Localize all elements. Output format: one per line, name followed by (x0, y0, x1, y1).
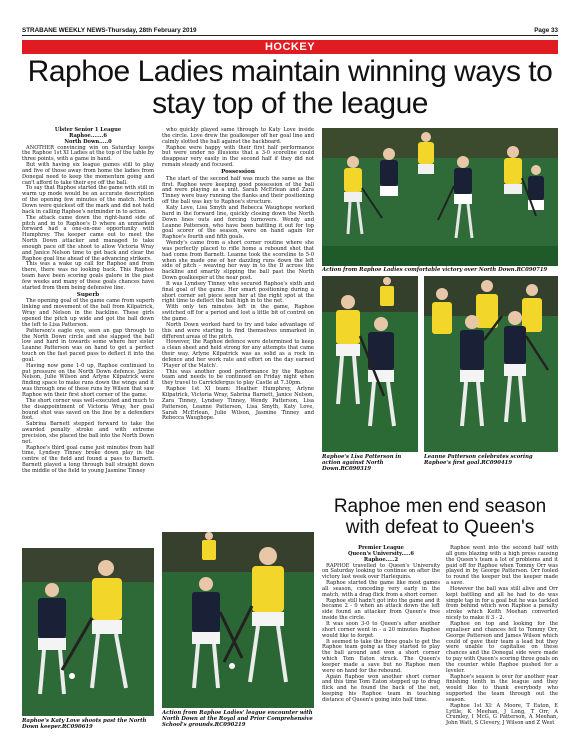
paragraph: Raphoe went into the second half with all guns blazing with a high press causing the Queen's team a lot of problems and it paid off for Raphoe when Tommy Orr was played in by George Patterson. Orr fooled to round the keeper but the keeper made a save. (446, 545, 558, 587)
section-banner: HOCKEY (22, 40, 558, 54)
league-name: Premier League (358, 545, 404, 551)
paragraph: Raphoe 1st XI: A Moore, T Eaton, E Lyttle, K Meehan, J Long, T Orr, A Crumley, I McG, G Patterson, A Meehan, John Watt, S Clevery, J Wilson and Z West (446, 702, 558, 727)
paragraph: But with having six league games still to play and five of those away from home the ladies from Donegal need to keep the momentum going and can't afford to take their eye off the ball. (22, 162, 154, 186)
photo-caption: Raphoe's Katy Love shoots past the North Down keeper.RC090619 (22, 718, 147, 730)
paragraph: Raphoe 1st XI team: Heather Humphrey, Arlyne Kilpatrick, Victoria Wray, Sabrina Barnett, Janice Nelson, Zara Tinney, Lyndsey Tinney, Wendy Patterson, Lisa Patterson, Leanne Patterson, Lisa Smyth, Katy Love, Sarah McErlean, Julie Wilson, Jasmine Tinney and Rebecca Waughope. (162, 386, 314, 422)
paragraph: Katy Love, Lisa Smyth and Rebecca Waughope worked hard in the forward line, quickly closing down the North Down lines outs and forcing turnovers. Wendy and Leanne Patterson, who have been battling it out for top goal scorer of the season, were on hand again for Raphoe's fourth and fifth goals. (162, 204, 314, 241)
paragraph: Raphoe's season is over for another year finishing tenth in the league and they would like to thank everybody who supported the team through out the season. (446, 673, 558, 703)
paragraph: The short corner was well-executed and much to the disappointment of Victoria Wray, her goal bound shot was saved on the line by a defenders foot. (22, 397, 154, 422)
subheading: Superb (76, 291, 100, 298)
paragraph: Having now gone 1-0 up, Raphoe continued to put pressure on the North Down defence. Janice Nelson, Julie Wilson and Arlyne Kilpatrick were finding space to make runs down the wings and it was through one of these runs by Wilson that saw Raphoe win their first short corner of the game. (22, 362, 154, 398)
paragraph: ANOTHER convincing win on Saturday keeps the Raphoe 1st XI Ladies at the top of the table by three points, with a game in hand. (22, 144, 154, 163)
paragraph: Raphoe started the game like most games all season, conceding very early in the match, with a drag flick from a short corner. (322, 580, 440, 598)
photo-caption: Action from Raphoe Ladies comfortable victory over North Down.RC090719 (322, 267, 548, 273)
photo-league-encounter (162, 532, 314, 708)
paragraph: The attack came down the right-hand side of pitch and in to Raphoe's D where an unmarked forward had a one-on-one opportunity with Humphrey. The keeper came out to meet the North Down attacker and managed to take enough pace off the shoot to allow Victoria Wray and Janice Nelson time to get back and clear the Raphoe goal line ahead of the advancing strikers. (22, 214, 154, 262)
paragraph: It seemed to take the three goals to get the Raphoe team going as they started to play the ball around and won a short corner which Tom Eaton struck. The Queen's keeper made a save but no Raphoe men were on hand for the rebound. (322, 638, 440, 674)
paragraph: However, the Raphoe defence were determined to keep a clean sheet and held strong for any attempts that came their way. Arlyne Kilpatrick was as solid as a rock in defence and her work rate and effort on the day earned 'Player of the Match'. (162, 339, 314, 369)
paragraph: This was another good performance by the Raphoe team and needs to be continued on Friday night when they travel to Carrickfergus to play Castle at 7.30pm. (162, 368, 314, 387)
paragraph: Again Raphoe won another short corner and this time Tom Eaton stepped up to drag flick and he found the back of the net, keeping his Raphoe team in touching distance of Queen's going into half time. (322, 673, 440, 703)
paragraph: With only ten minutes left in the game, Raphoe switched off for a period and lost a little bit of control on the game. (162, 304, 314, 322)
photo-caption: Leanne Patterson celebrates scoring Raphoe's first goal.RC090419 (424, 454, 533, 466)
paragraph: who quickly played same through to Katy Love inside the circle. Love drew the goalkeeper off her goal line and calmly slotted the ball against the backboard. (162, 127, 314, 145)
paragraph: North Down worked hard to try and take advantage of this and were starting to find themselves unmarked in different areas of the pitch. (162, 321, 314, 340)
paragraph: It was soon 3-0 to Queen's after another short corner went in - a 20 minutes Raphoe would like to forget. (322, 620, 440, 639)
paragraph: The start of the second half was much the same as the first. Raphoe were keeping good possession of the ball and were playing as a unit. Sarah McErlean and Zara Tinney were busy running the flanks and their positioning off the ball was key to Raphoe's structure. (162, 175, 314, 206)
men-headline: Raphoe men end season with defeat to Queen's (333, 496, 547, 538)
paragraph: The opening goal of the game came from superb linking and movement of the ball from Kilpatrick, Wray and Nelson in the backline. These girls opened the pitch up wide and got the ball down the left to Lisa Patterson. (22, 298, 154, 328)
paragraph: Raphoe on top and looking for the equaliser and chances fell to Tommy Orr, George Patterson and James Wilson which could of gave their team a lead but they were unable to capitalise on these chances and the Donegal side were made to pay with Queen's scoring three goals on the counter while Raphoe pushed for a leveler. (446, 620, 558, 674)
paragraph: RAPHOE travelled to Queen's University on Saturday looking to continue on after the victory last week over Harlequins. (322, 562, 440, 581)
newspaper-date: STRABANE WEEKLY NEWS-Thursday, 28th February 2019 (22, 27, 197, 34)
page-number: Page 33 (534, 27, 558, 34)
paragraph: It was Lyndsey Tinney who secured Raphoe's sixth and final goal of the game. Her smart positioning during a short corner set piece seen her at the right spot at the right time to deflect the ball high in to the net. (162, 280, 314, 305)
paragraph: Raphoe's third goal came just minutes from half time, Lyndsey Tinney broke down play in the centre of the field and found a pass to Barnett. Barnett played a long through ball straight down the middle of the field to young Jasmine Tinney (22, 444, 154, 474)
away-score: North Down.....0 (64, 138, 112, 145)
paragraph: This was a wake up call for Raphoe and from there, there was no looking back. This Raphoe team have been scoring goals galore in the past few weeks and many of these goals chances have started from them being defensive line. (22, 261, 154, 291)
main-headline: Raphoe Ladies maintain winning ways to stay top of the league (27, 55, 553, 120)
home-score: Raphoe.......6 (69, 132, 107, 139)
paragraph: Raphoe still hadn't got into the game and it became 2 - 0 when an attack down the left side found an attacker from Queen's free inside the circle. (322, 597, 440, 622)
paragraph: However the ball was still alive and Orr kept battling and all he had to do was simple tap in for a goal but he was tackled from behind which won Raphoe a penalty stroke which Keith Meehan converted nicely to make it 3 - 2. (446, 585, 558, 622)
subheading: Possession (221, 168, 255, 175)
paragraph: Wendy's came from a short corner routine where she was perfectly placed to rifle home a rebound shot that had come from Barnett. Leanne took the scoreline to 5-0 when she made one of her dazzling runs down the left side of pitch - weaving her way in to the D across the backline and smartly slipping the ball past the North Down goalkeeper at the near post. (162, 240, 314, 282)
photo-caption: Raphoe's Lisa Patterson in action against North Down.RC090319 (322, 454, 402, 472)
photo-katy-love (22, 548, 154, 716)
paragraph: Patterson's eagle eye, seen an gap through to the North Down circle and she slapped the ball low and hard in towards some where her sister Leanne Patterson was on hand to get a perfect touch on the fast paced pass to deflect it into the goal. (22, 327, 154, 363)
photo-leanne-celebrates (424, 276, 558, 452)
page-header (22, 24, 558, 36)
photo-caption: Action from Raphoe Ladies' league encounter with North Down at the Royal and Prior Comprehensive School's grounds.RC090219 (162, 710, 313, 728)
ladies-column-2 (162, 128, 314, 528)
men-column-1 (322, 546, 440, 732)
away-score: Raphoe.....2 (363, 556, 399, 563)
paragraph: To say that Raphoe started the game with still in warm up mode would be an accurate description of the opening few minutes of the match. North Down were quickest off the mark and did not hold back in calling Raphoe's netminder in to action. (22, 185, 154, 215)
paragraph: Raphoe were happy with their first half performance but were under no illusions that a 3-0 scoreline could disappear very easily in the second half if they did not remain steady and focused. (162, 144, 314, 169)
men-column-2 (446, 546, 558, 732)
photo-lisa-patterson (322, 276, 418, 452)
home-score: Queen's University.....6 (347, 550, 415, 557)
paragraph: Sabrina Barnett stepped forward to take the awarded penalty stroke and with extreme precision, she placed the ball into the North Down net. (22, 421, 154, 445)
ladies-column-1 (22, 128, 154, 544)
league-name: Ulster Senior 1 League (54, 127, 122, 133)
photo-players-top (322, 128, 558, 266)
